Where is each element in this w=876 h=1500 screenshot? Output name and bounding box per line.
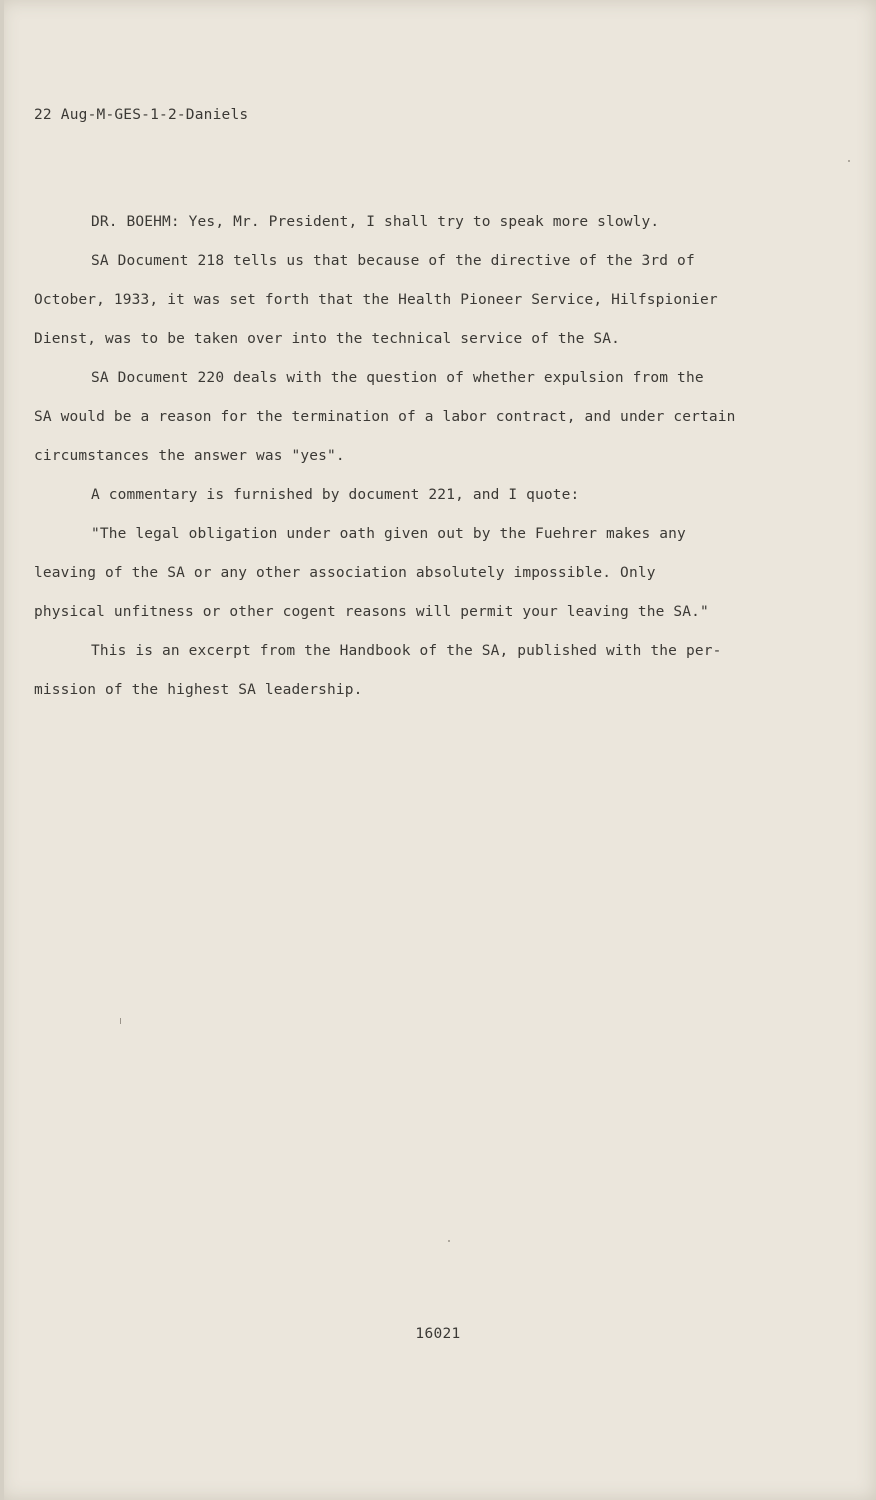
body-line: Dienst, was to be taken over into the technical service of the SA. [34,331,621,347]
document-header: 22 Aug-M-GES-1-2-Daniels [34,107,249,123]
paper-speck [448,1240,450,1242]
body-line: leaving of the SA or any other association absolutely impossible. Only [34,565,656,581]
body-line: DR. BOEHM: Yes, Mr. President, I shall try to speak more slowly. [91,214,660,230]
paper-edge [0,0,4,1500]
paper-speck [848,160,850,162]
body-line: physical unfitness or other cogent reasons will permit your leaving the SA." [34,604,709,620]
body-line: This is an excerpt from the Handbook of the SA, published with the per- [91,643,722,659]
body-line: mission of the highest SA leadership. [34,682,363,698]
document-body [34,203,814,710]
body-line: circumstances the answer was "yes". [34,448,345,464]
body-line: A commentary is furnished by document 221, and I quote: [91,487,580,503]
body-line: SA Document 220 deals with the question of whether expulsion from the [91,370,704,386]
body-line: SA would be a reason for the termination of a labor contract, and under certain [34,409,736,425]
body-line: "The legal obligation under oath given out by the Fuehrer makes any [91,526,686,542]
body-line: SA Document 218 tells us that because of the directive of the 3rd of [91,253,695,269]
page-number: 16021 [415,1326,461,1342]
paper-speck [120,1018,121,1024]
body-line: October, 1933, it was set forth that the Health Pioneer Service, Hilfspionier [34,292,718,308]
